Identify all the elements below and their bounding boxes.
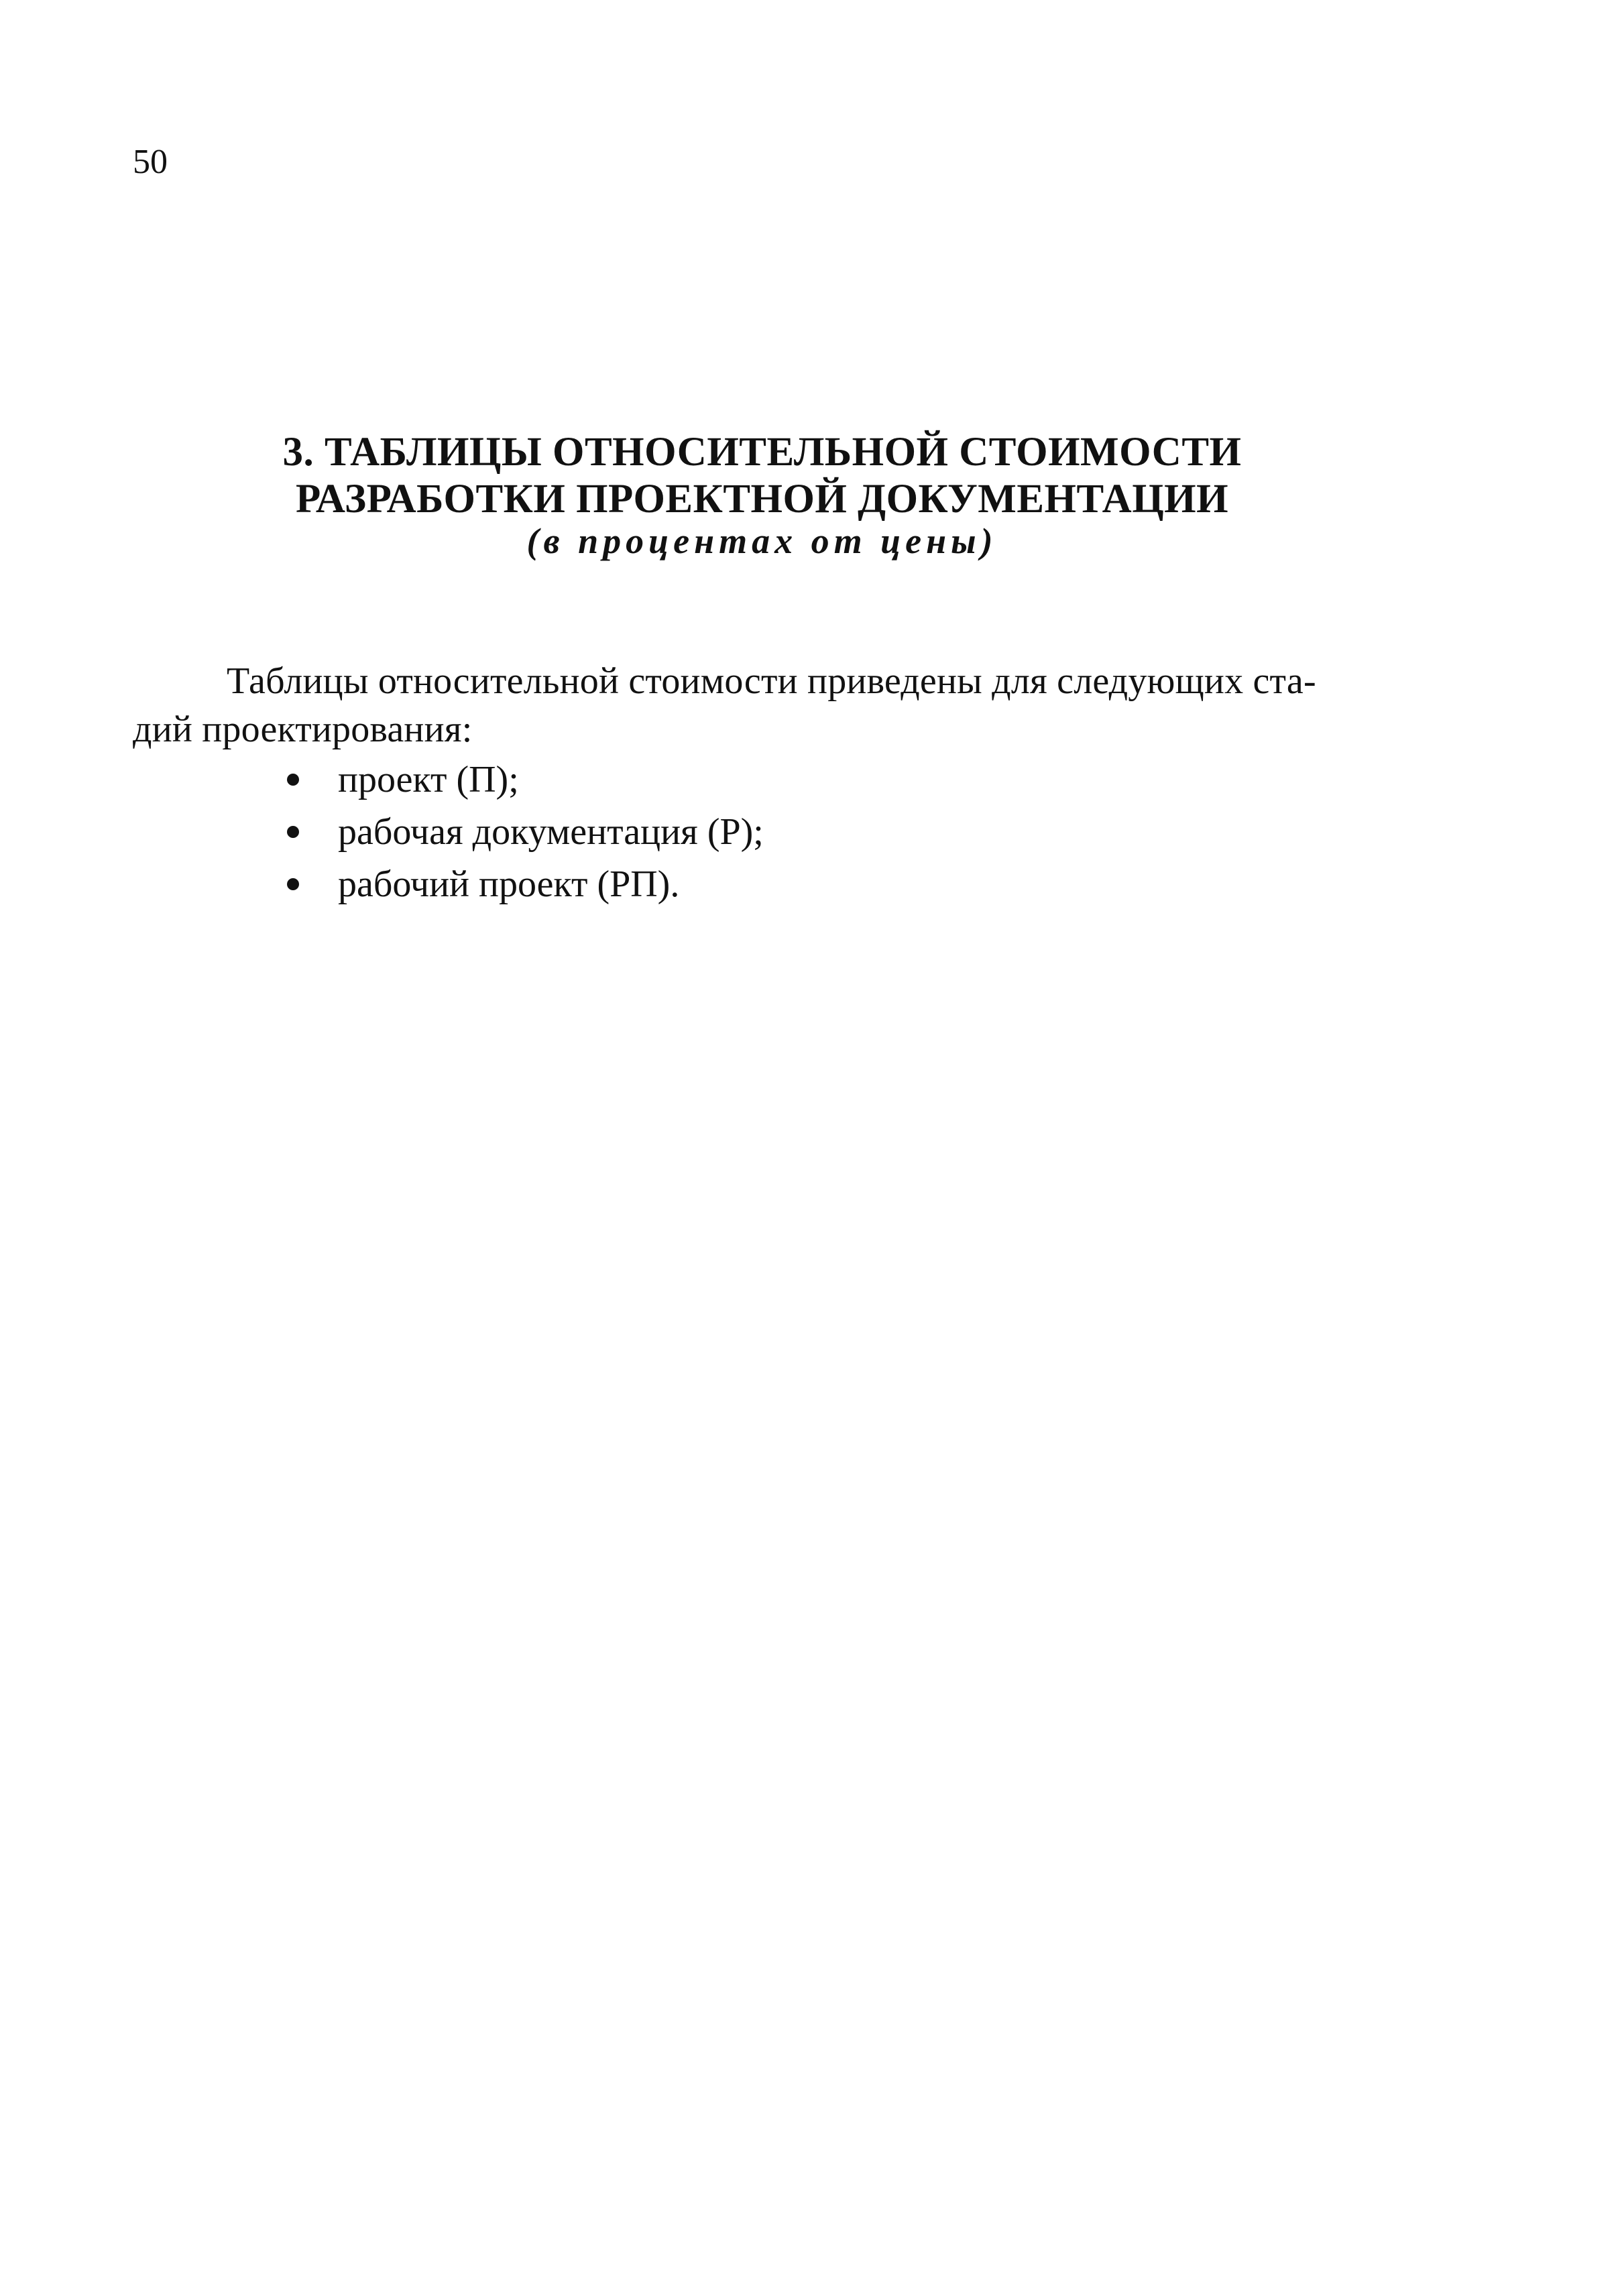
intro-line-2: дий проектирования: <box>133 709 473 750</box>
heading-line-2: РАЗРАБОТКИ ПРОЕКТНОЙ ДОКУМЕНТАЦИИ <box>295 477 1229 522</box>
heading-subtitle: (в процентах от цены) <box>526 521 998 561</box>
stage-label: рабочая документация (Р); <box>338 811 764 853</box>
bullet-icon <box>287 878 299 890</box>
stage-label: рабочий проект (РП). <box>338 863 680 905</box>
bullet-icon <box>287 826 299 838</box>
list-item <box>287 806 764 858</box>
heading-line-1: 3. ТАБЛИЦЫ ОТНОСИТЕЛЬНОЙ СТОИМОСТИ <box>282 430 1242 475</box>
bullet-icon <box>287 774 299 786</box>
page-number: 50 <box>133 143 168 181</box>
intro-paragraph <box>133 657 1387 753</box>
section-heading <box>0 429 1524 562</box>
list-item <box>287 858 764 910</box>
list-item <box>287 753 764 806</box>
stage-label: проект (П); <box>338 759 519 800</box>
intro-line-1: Таблицы относительной стоимости приведены для следующих ста- <box>227 660 1316 702</box>
stage-list <box>287 753 764 910</box>
